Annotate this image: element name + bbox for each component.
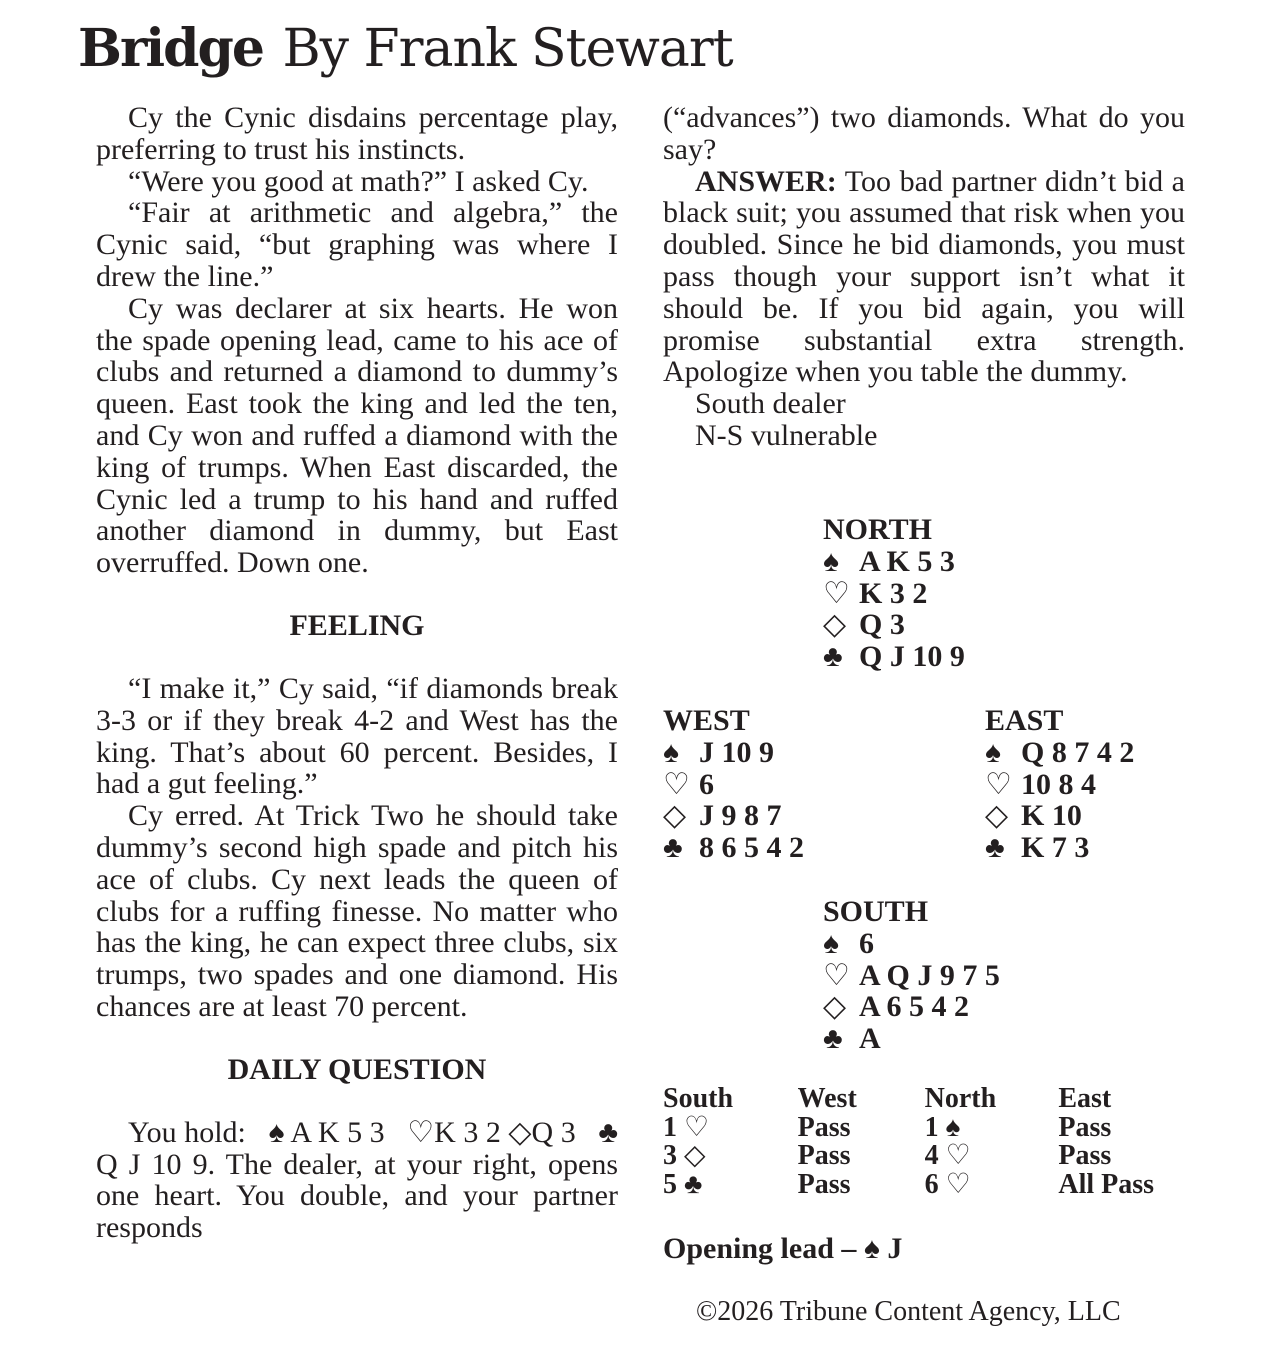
article-column-left: [96, 102, 618, 1244]
club-icon: ♣: [823, 640, 843, 674]
club-icon: ♣: [985, 831, 1005, 865]
diamond-icon: ◇: [823, 990, 847, 1024]
spade-icon: ♠: [985, 735, 1001, 769]
hand-hearts: 6: [699, 767, 714, 801]
diamond-icon: ◇: [985, 799, 1009, 833]
club-icon: ♣: [598, 1115, 618, 1149]
auction-bid: 5 ♣: [663, 1168, 703, 1200]
byline: By Frank Stewart: [282, 19, 733, 79]
club-icon: ♣: [663, 831, 683, 865]
auction-bid: Pass: [797, 1111, 851, 1143]
article-paragraph: “Were you good at math?” I asked Cy.: [128, 164, 589, 198]
heart-icon: ♡: [663, 767, 690, 801]
hand-south: [823, 896, 1000, 1055]
hand-diamonds: Q 3: [859, 608, 905, 642]
column-title: Bridge: [78, 18, 263, 79]
hand-west: [663, 705, 804, 864]
article-paragraph: Cy erred. At Trick Two he should take dummy’s second high spade and pitch his ace of clubs. Cy next leads the queen of clubs for a ruffing finesse. No matter who has the king, he can expect three clubs, six trumps, two spades and one diamond. His chances are at least 70 percent.: [96, 799, 618, 1023]
daily-question-paragraph: [96, 1117, 618, 1244]
auction-row: [663, 1168, 1193, 1200]
auction-bid: All Pass: [1058, 1168, 1155, 1200]
spade-icon: ♠: [863, 1232, 880, 1265]
dealer-info: South dealer: [695, 387, 846, 421]
diamond-icon: ◇: [663, 799, 687, 833]
auction-header-row: [663, 1085, 1193, 1114]
question-continuation: (“advances”) two diamonds. What do you say?: [663, 101, 1185, 166]
hand-clubs: A: [859, 1022, 881, 1056]
opening-lead: [663, 1232, 902, 1266]
hand-label: SOUTH: [823, 895, 929, 928]
auction-header: West: [797, 1083, 857, 1114]
hold-prefix: You hold:: [128, 1115, 246, 1149]
hand-spades: J 10 9: [699, 735, 774, 769]
auction-header: North: [924, 1083, 997, 1114]
article-column-right: [663, 102, 1185, 452]
article-paragraph: Cy was declarer at six hearts. He won the spade opening lead, came to his ace of clubs and returned a diamond to dummy’s queen. East took the king and led the ten, and Cy won and ruffed a diamond with the king of trumps. When East discarded, the Cynic led a trump to his hand and ruffed another diamond in dummy, but East overruffed. Down one.: [96, 291, 618, 580]
auction-row: [663, 1111, 1193, 1143]
opening-lead-label: Opening lead –: [663, 1232, 857, 1265]
hand-diamonds: K 10: [1021, 799, 1082, 833]
auction-table: [663, 1085, 1193, 1199]
hold-hearts: K 3 2: [434, 1115, 501, 1149]
auction-bid: 4 ♡: [924, 1140, 971, 1172]
article-paragraph: “Fair at arithmetic and algebra,” the Cynic said, “but graphing was where I drew the line.”: [96, 196, 618, 293]
heart-icon: ♡: [407, 1115, 435, 1149]
auction-bid: 1 ♡: [663, 1111, 710, 1143]
hand-label: EAST: [985, 704, 1064, 737]
auction-row: [663, 1142, 1193, 1171]
auction-bid: Pass: [797, 1140, 851, 1172]
section-heading-daily-question: DAILY QUESTION: [227, 1052, 487, 1086]
heart-icon: ♡: [985, 767, 1012, 801]
auction-bid: Pass: [1058, 1140, 1112, 1172]
auction-bid: Pass: [1058, 1111, 1112, 1143]
hand-spades: 6: [859, 926, 874, 960]
hand-diamonds: J 9 8 7: [699, 799, 782, 833]
hold-diamonds: Q 3: [531, 1115, 576, 1149]
hand-east: [985, 705, 1134, 864]
auction-bid: Pass: [797, 1168, 851, 1200]
answer-text: Too bad partner didn’t bid a black suit; you assumed that risk when you doubled. Since he bid diamonds, you must pass though your support isn’t what it should be. If you bid again, you will promise substantial extra strength. Apologize when you table the dummy.: [663, 164, 1185, 389]
article-paragraph: Cy the Cynic disdains percentage play, preferring to trust his instincts.: [96, 101, 618, 166]
hand-hearts: K 3 2: [859, 576, 928, 610]
heart-icon: ♡: [823, 576, 850, 610]
hand-clubs: K 7 3: [1021, 831, 1090, 865]
hand-spades: Q 8 7 4 2: [1021, 735, 1135, 769]
column-header: [78, 14, 733, 84]
article-paragraph: “I make it,” Cy said, “if diamonds break 3-3 or if they break 4-2 and West has the king. That’s about 60 percent. Besides, I had a gut feeling.”: [96, 671, 618, 801]
auction-bid: 6 ♡: [924, 1168, 971, 1200]
spade-icon: ♠: [823, 544, 839, 578]
club-icon: ♣: [823, 1022, 843, 1056]
vulnerability-info: N-S vulnerable: [695, 418, 878, 452]
hand-clubs: Q J 10 9: [859, 640, 965, 674]
hold-spades: A K 5 3: [290, 1115, 385, 1149]
hand-hearts: 10 8 4: [1021, 767, 1096, 801]
hand-label: WEST: [663, 704, 750, 737]
diamond-icon: ◇: [508, 1115, 532, 1149]
hand-spades: A K 5 3: [859, 544, 955, 578]
hand-north: [823, 514, 965, 673]
hold-clubs: Q J 10 9: [96, 1147, 208, 1181]
question-text: . The dealer, at your right, opens one heart. You double, and your partner responds: [96, 1147, 618, 1245]
hand-clubs: 8 6 5 4 2: [699, 831, 804, 865]
heart-icon: ♡: [823, 958, 850, 992]
answer-label: ANSWER:: [695, 164, 837, 198]
opening-lead-card: J: [887, 1232, 903, 1265]
auction-header: East: [1058, 1083, 1112, 1114]
diamond-icon: ◇: [823, 608, 847, 642]
answer-paragraph: [663, 166, 1185, 389]
section-heading-feeling: FEELING: [289, 608, 425, 642]
auction-bid: 3 ◇: [663, 1140, 706, 1172]
hand-hearts: A Q J 9 7 5: [859, 958, 1000, 992]
spade-icon: ♠: [823, 926, 839, 960]
spade-icon: ♠: [268, 1115, 285, 1149]
hand-diamonds: A 6 5 4 2: [859, 990, 970, 1024]
auction-bid: 1 ♠: [924, 1111, 961, 1143]
copyright-notice: ©2026 Tribune Content Agency, LLC: [696, 1296, 1121, 1327]
spade-icon: ♠: [663, 735, 679, 769]
hand-label: NORTH: [823, 513, 932, 546]
auction-header: South: [663, 1083, 734, 1114]
